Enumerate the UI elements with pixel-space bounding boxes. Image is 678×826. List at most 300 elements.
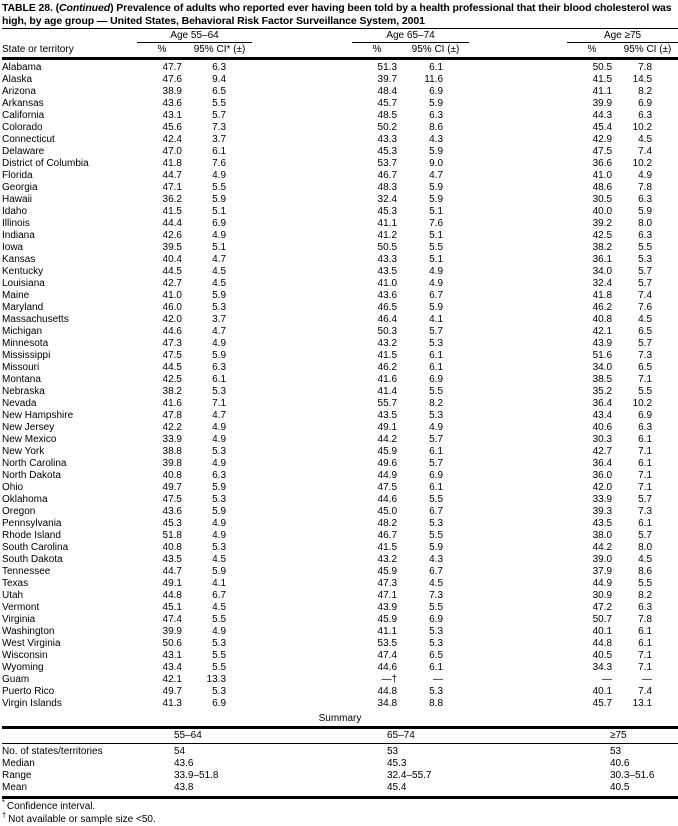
spacer-cell (469, 302, 567, 314)
state-name: West Virginia (2, 638, 61, 649)
state-name: Georgia (2, 182, 38, 193)
summary-value-cell: 40.5 (610, 782, 630, 793)
value-cell: 8.6 (638, 566, 653, 577)
value-cell: 6.1 (429, 62, 444, 73)
value-cell: 42.5 (162, 374, 182, 385)
value-cell: 44.4 (162, 218, 182, 229)
value-cell: 47.0 (162, 146, 182, 157)
value-cell: 41.5 (377, 542, 398, 553)
spacer-cell (469, 482, 567, 494)
state-name: Virginia (2, 614, 36, 625)
summary-value-cell: 54 (174, 746, 186, 757)
spacer-cell (469, 43, 567, 59)
value-cell: 7.3 (212, 122, 227, 133)
value-cell: 38.0 (592, 530, 613, 541)
value-cell: 6.1 (429, 662, 444, 673)
value-cell: 40.1 (592, 686, 613, 697)
value-cell: 11.6 (424, 74, 444, 85)
value-cell: 5.7 (212, 110, 227, 121)
value-cell: 40.0 (592, 206, 613, 217)
value-cell: 55.7 (377, 398, 398, 409)
value-cell: 44.5 (162, 266, 182, 277)
state-name: Missouri (2, 362, 40, 373)
spacer-cell (252, 194, 352, 206)
value-cell: 43.5 (592, 518, 613, 529)
value-cell: 6.9 (429, 374, 444, 385)
pct-header-75plus: % (567, 43, 617, 59)
value-cell: 6.3 (429, 110, 444, 121)
spacer-cell (469, 29, 567, 43)
spacer-cell (252, 146, 352, 158)
spacer-cell (469, 362, 567, 374)
spacer-cell (469, 230, 567, 242)
value-cell: 5.3 (212, 494, 227, 505)
value-cell: 4.9 (212, 338, 227, 349)
value-cell: 6.7 (212, 590, 227, 601)
spacer-cell (469, 290, 567, 302)
value-cell: 36.0 (592, 470, 613, 481)
value-cell: 50.7 (592, 614, 613, 625)
value-cell: 5.3 (212, 302, 227, 313)
value-cell: 48.5 (377, 110, 398, 121)
value-cell: 5.5 (212, 662, 227, 673)
value-cell: 7.1 (638, 446, 653, 457)
summary-header (2, 728, 678, 744)
spacer-cell (252, 650, 352, 662)
table-row (2, 518, 678, 530)
spacer-cell (252, 398, 352, 410)
value-cell: 39.8 (162, 458, 182, 469)
state-name: New Jersey (2, 422, 55, 433)
spacer-cell (469, 170, 567, 182)
footnote-marker: † (2, 810, 7, 820)
value-cell: 36.2 (162, 194, 182, 205)
value-cell: 41.6 (162, 398, 182, 409)
spacer-cell (469, 86, 567, 98)
table-row (2, 650, 678, 662)
spacer-cell (252, 218, 352, 230)
value-cell: 51.6 (592, 350, 613, 361)
value-cell: 4.9 (212, 434, 227, 445)
value-cell: 7.1 (212, 398, 227, 409)
value-cell: 6.3 (212, 470, 227, 481)
state-name: Arizona (2, 86, 36, 97)
value-cell: 36.4 (592, 458, 613, 469)
value-cell: 5.3 (212, 446, 227, 457)
value-cell: 43.6 (162, 506, 182, 517)
value-cell: 38.8 (162, 446, 182, 457)
value-cell: 6.1 (212, 374, 227, 385)
spacer-cell (252, 74, 352, 86)
table-header (2, 29, 678, 59)
spacer-cell (469, 338, 567, 350)
value-cell: 4.5 (212, 602, 227, 613)
value-cell: 6.3 (212, 362, 227, 373)
table-row (2, 410, 678, 422)
value-cell: 36.4 (592, 398, 613, 409)
spacer-cell (469, 59, 567, 75)
ci-header-75plus: 95% CI (±) (617, 43, 678, 59)
state-name: Kansas (2, 254, 36, 265)
value-cell: 5.1 (429, 254, 444, 265)
value-cell: 44.8 (377, 686, 398, 697)
value-cell: 42.4 (162, 134, 182, 145)
state-name: Alabama (2, 62, 42, 73)
value-cell: 43.6 (377, 290, 398, 301)
value-cell: 6.9 (212, 218, 227, 229)
spacer-cell (252, 554, 352, 566)
value-cell: 39.0 (592, 554, 613, 565)
summary-value-cell: 45.4 (387, 782, 407, 793)
value-cell: 6.1 (638, 458, 653, 469)
table-row (2, 266, 678, 278)
value-cell: 53.7 (377, 158, 398, 169)
table-row (2, 218, 678, 230)
spacer-cell (469, 110, 567, 122)
value-cell: 5.9 (429, 542, 444, 553)
spacer-cell (252, 434, 352, 446)
spacer-cell (469, 194, 567, 206)
state-name: New Hampshire (2, 410, 74, 421)
spacer-cell (469, 410, 567, 422)
value-cell: 7.4 (638, 146, 653, 157)
value-cell: 5.9 (429, 146, 444, 157)
value-cell: 9.4 (212, 74, 227, 85)
value-cell: 5.9 (429, 98, 444, 109)
title-continued: Continued (59, 2, 111, 14)
summary-value-cell: 53 (610, 746, 622, 757)
value-cell: 9.0 (429, 158, 444, 169)
value-cell: 6.9 (212, 698, 227, 709)
value-cell: 8.6 (429, 122, 444, 133)
table-row (2, 530, 678, 542)
value-cell: 7.8 (638, 62, 653, 73)
table-row (2, 170, 678, 182)
value-cell: 4.3 (429, 554, 444, 565)
spacer-cell (252, 242, 352, 254)
value-cell: 44.2 (592, 542, 613, 553)
spacer-cell (252, 374, 352, 386)
value-cell: 47.4 (377, 650, 398, 661)
state-name: Guam (2, 674, 30, 685)
value-cell: 34.0 (592, 266, 613, 277)
value-cell: 43.1 (162, 110, 182, 121)
value-cell: 5.5 (212, 650, 227, 661)
state-name: Nevada (2, 398, 37, 409)
value-cell: 44.6 (162, 326, 182, 337)
value-cell: 5.7 (429, 458, 444, 469)
spacer-cell (252, 278, 352, 290)
value-cell: 7.3 (638, 506, 653, 517)
summary-value-cell: 53 (387, 746, 399, 757)
value-cell: 43.3 (377, 134, 398, 145)
state-name: Montana (2, 374, 41, 385)
value-cell: 7.8 (638, 182, 653, 193)
value-cell: —† (381, 674, 398, 685)
table-row (2, 362, 678, 374)
value-cell: 4.1 (429, 314, 444, 325)
state-name: Kentucky (2, 266, 44, 277)
value-cell: 41.8 (162, 158, 182, 169)
value-cell: 7.1 (638, 650, 653, 661)
spacer-cell (469, 590, 567, 602)
spacer-cell (469, 386, 567, 398)
table-row (2, 158, 678, 170)
spacer-cell (469, 614, 567, 626)
spacer-cell (252, 59, 352, 75)
spacer-cell (469, 494, 567, 506)
table-row (2, 242, 678, 254)
value-cell: 43.2 (377, 338, 398, 349)
spacer-cell (252, 158, 352, 170)
summary-stat-label: Range (2, 770, 32, 781)
value-cell: 41.5 (592, 74, 613, 85)
value-cell: 35.2 (592, 386, 613, 397)
pct-header-55-64: % (137, 43, 187, 59)
table-row (2, 434, 678, 446)
spacer-cell (252, 302, 352, 314)
table-row (2, 326, 678, 338)
table-row (2, 74, 678, 86)
value-cell: 40.1 (592, 626, 613, 637)
summary-header-row (2, 728, 678, 744)
table-row (2, 482, 678, 494)
value-cell: 50.2 (377, 122, 398, 133)
value-cell: 38.9 (162, 86, 182, 97)
summary-table (2, 726, 678, 799)
value-cell: 4.5 (638, 314, 653, 325)
spacer-cell (252, 446, 352, 458)
value-cell: 6.9 (429, 86, 444, 97)
value-cell: 43.4 (162, 662, 182, 673)
value-cell: 45.1 (162, 602, 182, 613)
table-row (2, 314, 678, 326)
spacer-cell (469, 554, 567, 566)
spacer-cell (469, 74, 567, 86)
value-cell: 13.3 (206, 674, 227, 685)
value-cell: 40.8 (592, 314, 613, 325)
value-cell: 40.8 (162, 542, 182, 553)
value-cell: 8.8 (429, 698, 444, 709)
value-cell: 44.8 (592, 638, 613, 649)
value-cell: 6.1 (638, 434, 653, 445)
value-cell: 6.3 (638, 230, 653, 241)
value-cell: 4.7 (212, 410, 227, 421)
value-cell: 5.9 (212, 566, 227, 577)
spacer-cell (252, 134, 352, 146)
value-cell: 43.2 (377, 554, 398, 565)
value-cell: 42.9 (592, 134, 613, 145)
value-cell: 41.6 (377, 374, 398, 385)
value-cell: 4.7 (212, 254, 227, 265)
spacer-cell (469, 530, 567, 542)
state-name: Michigan (2, 326, 43, 337)
value-cell: 47.5 (592, 146, 613, 157)
value-cell: 4.5 (638, 554, 653, 565)
value-cell: 4.1 (212, 578, 227, 589)
table-row (2, 542, 678, 554)
value-cell: 7.6 (638, 302, 653, 313)
value-cell: 5.3 (429, 518, 444, 529)
spacer-cell (2, 728, 174, 744)
spacer-cell (469, 398, 567, 410)
value-cell: 5.5 (212, 98, 227, 109)
value-cell: 38.5 (592, 374, 613, 385)
value-cell: 5.9 (212, 506, 227, 517)
table-row (2, 374, 678, 386)
footnote-text: Not available or sample size <50. (8, 813, 156, 825)
value-cell: 6.9 (638, 410, 653, 421)
summary-stat-label: Mean (2, 782, 28, 793)
value-cell: 30.9 (592, 590, 613, 601)
spacer-cell (469, 578, 567, 590)
spacer-cell (252, 110, 352, 122)
spacer-cell (469, 134, 567, 146)
value-cell: 43.4 (592, 410, 613, 421)
spacer-cell (469, 602, 567, 614)
value-cell: 4.7 (429, 170, 444, 181)
value-cell: 47.8 (162, 410, 182, 421)
value-cell: 6.5 (212, 86, 227, 97)
value-cell: 6.3 (212, 62, 227, 73)
value-cell: 42.6 (162, 230, 182, 241)
value-cell: 5.5 (638, 386, 653, 397)
value-cell: 5.5 (212, 182, 227, 193)
state-name: Indiana (2, 230, 35, 241)
value-cell: 6.7 (429, 506, 444, 517)
value-cell: 47.4 (162, 614, 182, 625)
value-cell: 44.9 (592, 578, 613, 589)
value-cell: 5.3 (212, 386, 227, 397)
spacer-cell (469, 314, 567, 326)
table-row (2, 602, 678, 614)
value-cell: 37.9 (592, 566, 613, 577)
table-row (2, 446, 678, 458)
value-cell: 4.3 (429, 134, 444, 145)
value-cell: 41.2 (377, 230, 398, 241)
value-cell: 42.2 (162, 422, 182, 433)
value-cell: 4.7 (212, 326, 227, 337)
value-cell: 43.9 (592, 338, 613, 349)
value-cell: 4.5 (212, 266, 227, 277)
table-row (2, 578, 678, 590)
value-cell: 5.9 (212, 350, 227, 361)
value-cell: 39.5 (162, 242, 182, 253)
spacer-cell (252, 566, 352, 578)
table-row (2, 638, 678, 650)
value-cell: 10.2 (632, 158, 653, 169)
value-cell: 42.1 (592, 326, 613, 337)
value-cell: 10.2 (632, 122, 653, 133)
value-cell: 7.1 (638, 470, 653, 481)
value-cell: 32.4 (592, 278, 613, 289)
value-cell: 5.9 (638, 206, 653, 217)
value-cell: 45.6 (162, 122, 182, 133)
value-cell: 45.0 (377, 506, 398, 517)
table-row (2, 554, 678, 566)
table-row (2, 290, 678, 302)
state-name: Nebraska (2, 386, 45, 397)
value-cell: 41.0 (162, 290, 182, 301)
value-cell: 8.0 (638, 542, 653, 553)
spacer-cell (252, 494, 352, 506)
value-cell: 34.8 (377, 698, 398, 709)
value-cell: 41.0 (592, 170, 613, 181)
state-name: New York (2, 446, 45, 457)
value-cell: 5.5 (429, 494, 444, 505)
value-cell: 5.9 (212, 194, 227, 205)
spacer-cell (469, 218, 567, 230)
value-cell: 6.3 (638, 422, 653, 433)
table-row (2, 506, 678, 518)
footnotes (2, 797, 678, 826)
value-cell: 39.9 (162, 626, 182, 637)
value-cell: 45.3 (377, 206, 398, 217)
value-cell: 42.7 (162, 278, 182, 289)
table-row (2, 302, 678, 314)
value-cell: 47.1 (377, 590, 398, 601)
value-cell: 49.7 (162, 482, 182, 493)
table-row (2, 494, 678, 506)
table-row (2, 674, 678, 686)
table-row (2, 386, 678, 398)
value-cell: 5.9 (212, 482, 227, 493)
table-row (2, 134, 678, 146)
summary-value-cell: 40.6 (610, 758, 630, 769)
value-cell: 44.3 (592, 110, 613, 121)
value-cell: 43.9 (377, 602, 398, 613)
table-row (2, 338, 678, 350)
summary-col-65-74: 65–74 (387, 728, 610, 744)
value-cell: 44.9 (377, 470, 398, 481)
spacer-cell (252, 43, 352, 59)
spacer-cell (252, 386, 352, 398)
spacer-cell (252, 470, 352, 482)
value-cell: 6.9 (429, 470, 444, 481)
spacer-cell (469, 278, 567, 290)
value-cell: 4.9 (212, 626, 227, 637)
value-cell: 5.9 (212, 290, 227, 301)
value-cell: 4.9 (212, 170, 227, 181)
value-cell: 13.1 (632, 698, 653, 709)
value-cell: 42.0 (592, 482, 613, 493)
column-header-row (2, 43, 678, 59)
title-text: ) Prevalence of adults who reported ever having been told by a health professional that their blood cholesterol was high, by age group — United States, Behavioral Risk Factor Surveillance System, 2001 (2, 2, 672, 27)
table-title (2, 2, 678, 29)
spacer-cell (252, 698, 352, 710)
value-cell: 43.5 (377, 266, 398, 277)
value-cell: 8.2 (429, 398, 444, 409)
state-name: South Carolina (2, 542, 69, 553)
state-name: South Dakota (2, 554, 63, 565)
value-cell: 40.4 (162, 254, 182, 265)
title-prefix: TABLE 28. ( (2, 2, 60, 14)
value-cell: 7.1 (638, 374, 653, 385)
value-cell: 46.2 (377, 362, 398, 373)
value-cell: 5.3 (212, 542, 227, 553)
value-cell: 33.9 (592, 494, 613, 505)
value-cell: 39.7 (377, 74, 398, 85)
summary-value-cell: 30.3–51.6 (610, 770, 655, 781)
state-name: Hawaii (2, 194, 33, 205)
value-cell: 5.3 (429, 638, 444, 649)
value-cell: 6.5 (638, 326, 653, 337)
table-row (2, 686, 678, 698)
spacer-cell (469, 182, 567, 194)
value-cell: 42.0 (162, 314, 182, 325)
state-name: Tennessee (2, 566, 51, 577)
spacer-cell (252, 590, 352, 602)
